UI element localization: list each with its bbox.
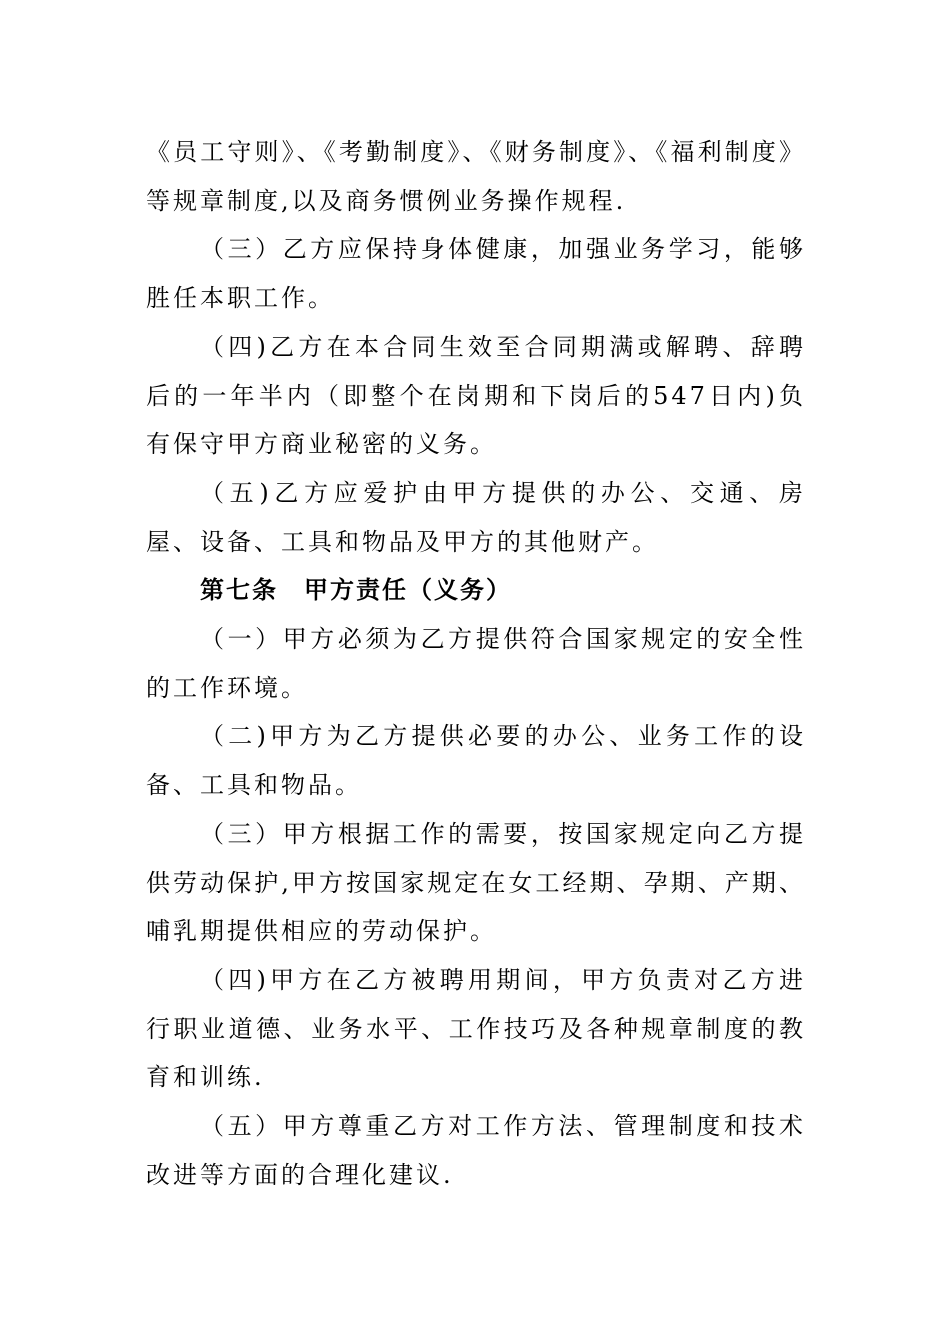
paragraph-item-5b: （五）甲方尊重乙方对工作方法、管理制度和技术改进等方面的合理化建议. — [146, 1112, 806, 1189]
paragraph-item-3b: （三）甲方根据工作的需要，按国家规定向乙方提供劳动保护,甲方按国家规定在女工经期、孕期、产期、哺乳期提供相应的劳动保护。 — [146, 819, 806, 946]
paragraph-continuation: 《员工守则》、《考勤制度》、《财务制度》、《福利制度》等规章制度,以及商务惯例业务操作规程. — [146, 138, 806, 215]
paragraph-item-5: （五)乙方应爱护由甲方提供的办公、交通、房屋、设备、工具和物品及甲方的其他财产。 — [146, 478, 806, 556]
document-body — [146, 128, 806, 1199]
paragraph-item-1: （一）甲方必须为乙方提供符合国家规定的安全性的工作环境。 — [146, 625, 806, 702]
paragraph-item-2: （二)甲方为乙方提供必要的办公、业务工作的设备、工具和物品。 — [146, 722, 806, 800]
paragraph-item-4: （四)乙方在本合同生效至合同期满或解聘、辞聘后的一年半内（即整个在岗期和下岗后的547日内)负有保守甲方商业秘密的义务。 — [146, 332, 806, 459]
paragraph-item-3: （三）乙方应保持身体健康，加强业务学习，能够胜任本职工作。 — [146, 235, 806, 313]
section-heading-article-7: 第七条 甲方责任（义务） — [200, 575, 512, 605]
paragraph-item-4b: （四)甲方在乙方被聘用期间，甲方负责对乙方进行职业道德、业务水平、工作技巧及各种规章制度的教育和训练. — [146, 965, 806, 1092]
